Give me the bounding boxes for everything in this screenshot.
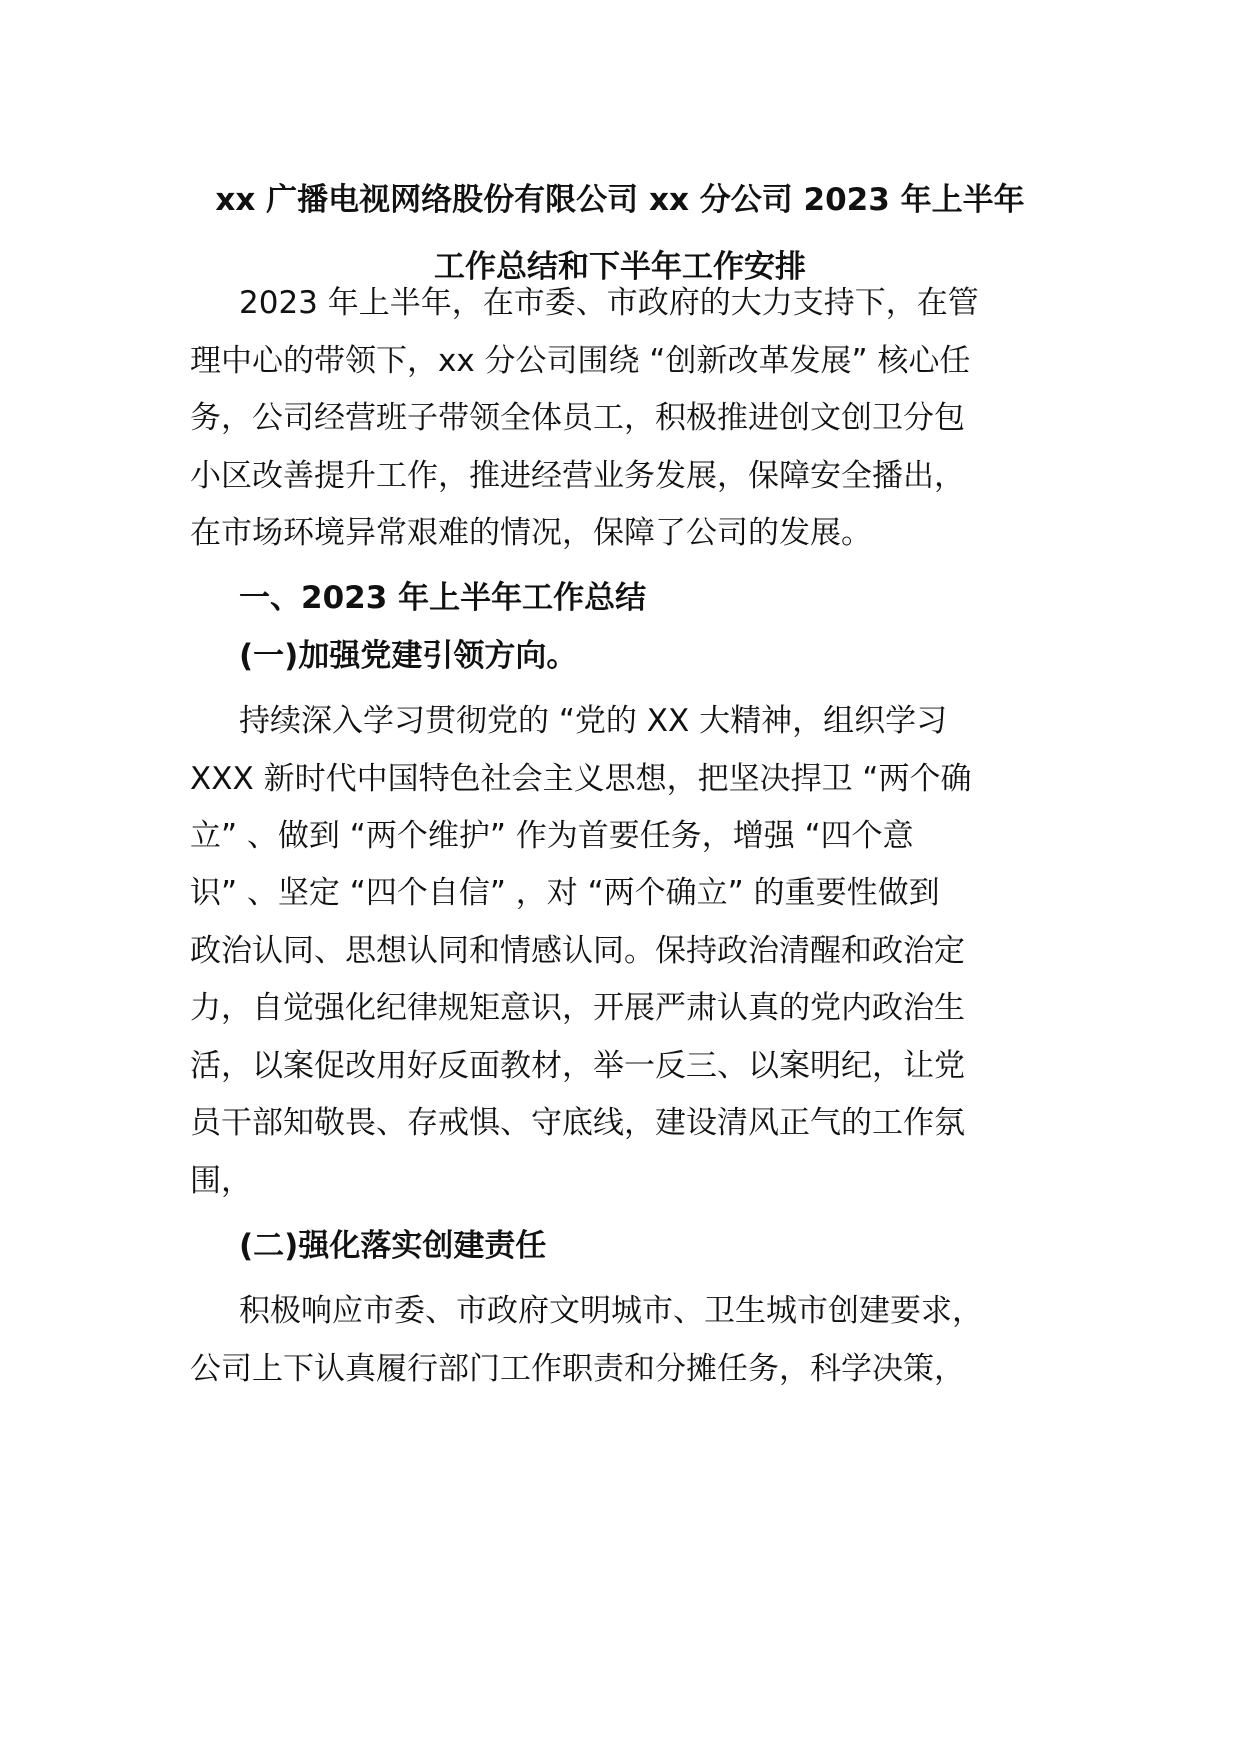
intro-line-3: 务，公司经营班子带领全体员工，积极推进创文创卫分包 bbox=[190, 400, 965, 436]
section-1-heading: 一、2023 年上半年工作总结 bbox=[239, 580, 647, 616]
intro-line-4: 小区改善提升工作，推进经营业务发展，保障安全播出， bbox=[190, 458, 965, 494]
subsection-1-line-2: XXX 新时代中国特色社会主义思想，把坚决捍卫 “两个确 bbox=[190, 761, 972, 797]
subsection-2-line-2: 公司上下认真履行部门工作职责和分摊任务，科学决策， bbox=[190, 1351, 965, 1387]
subsection-1-line-3: 立” 、做到 “两个维护” 作为首要任务，增强 “四个意 bbox=[190, 818, 914, 854]
subsection-1-line-5: 政治认同、思想认同和情感认同。保持政治清醒和政治定 bbox=[190, 933, 965, 969]
subsection-1-line-1: 持续深入学习贯彻党的 “党的 XX 大精神，组织学习 bbox=[239, 703, 948, 739]
intro-line-2: 理中心的带领下，xx 分公司围绕 “创新改革发展” 核心任 bbox=[190, 343, 971, 379]
subsection-1-line-4: 识” 、坚定 “四个自信” ，对 “两个确立” 的重要性做到 bbox=[190, 875, 940, 911]
subsection-1-heading: (一)加强党建引领方向。 bbox=[239, 638, 578, 674]
subsection-1-line-9: 围， bbox=[190, 1163, 252, 1199]
intro-line-5: 在市场环境异常艰难的情况，保障了公司的发展。 bbox=[190, 515, 872, 551]
subsection-1-line-6: 力，自觉强化纪律规矩意识，开展严肃认真的党内政治生 bbox=[190, 990, 965, 1026]
document-title-line-2: 工作总结和下半年工作安排 bbox=[434, 249, 806, 285]
subsection-2-line-1: 积极响应市委、市政府文明城市、卫生城市创建要求， bbox=[239, 1293, 983, 1329]
subsection-1-line-8: 员干部知敬畏、存戒惧、守底线，建设清风正气的工作氛 bbox=[190, 1105, 965, 1141]
subsection-2-heading: (二)强化落实创建责任 bbox=[239, 1228, 547, 1264]
subsection-1-line-7: 活，以案促改用好反面教材，举一反三、以案明纪，让党 bbox=[190, 1048, 965, 1084]
document-title-line-1: xx 广播电视网络股份有限公司 xx 分公司 2023 年上半年 bbox=[215, 182, 1025, 218]
intro-line-1: 2023 年上半年，在市委、市政府的大力支持下，在管 bbox=[239, 285, 979, 321]
